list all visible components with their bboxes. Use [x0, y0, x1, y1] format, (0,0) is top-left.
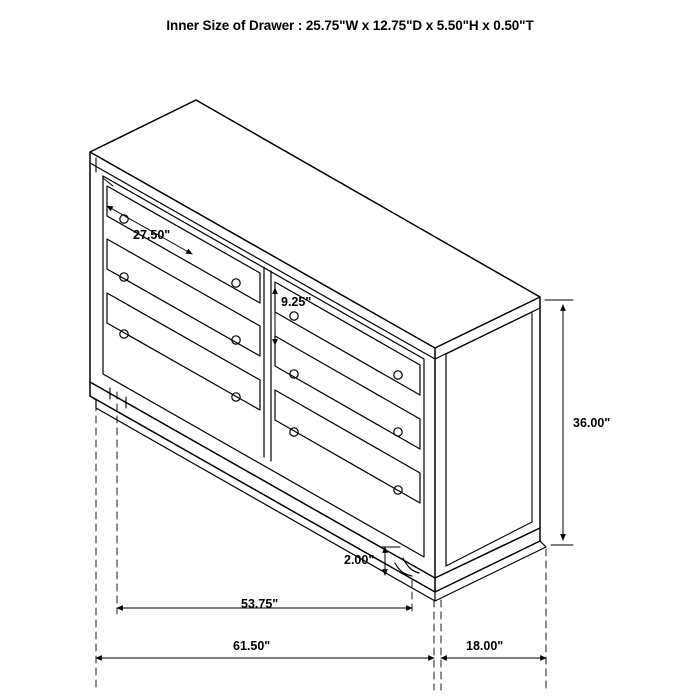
dim-label-overall-depth: 18.00" [466, 639, 504, 653]
dim-label-base-molding-height: 2.00" [344, 553, 375, 567]
drawer-knob [394, 428, 402, 436]
dim-label-overall-height: 36.00" [573, 416, 611, 430]
drawer-front-left-top [107, 186, 260, 303]
drawer-front-left-middle [107, 239, 260, 356]
page-title: Inner Size of Drawer : 25.75"W x 12.75"D x 5.50"H x 0.50"T [166, 18, 534, 33]
drawer-knob [394, 371, 402, 379]
base-molding-front [90, 382, 435, 592]
drawer-knob [290, 312, 298, 320]
base-molding-side [435, 528, 540, 592]
dim-label-overall-width: 61.50" [233, 639, 271, 653]
dimension-lines [96, 178, 573, 690]
dim-label-drawer-front-height: 9.25" [281, 295, 312, 309]
dim-label-cabinet-body-width: 53.75" [241, 597, 279, 611]
dresser-top-surface [90, 100, 540, 348]
dim-label-drawer-front-width: 27.50" [133, 228, 171, 242]
drawer-knob [232, 279, 240, 287]
